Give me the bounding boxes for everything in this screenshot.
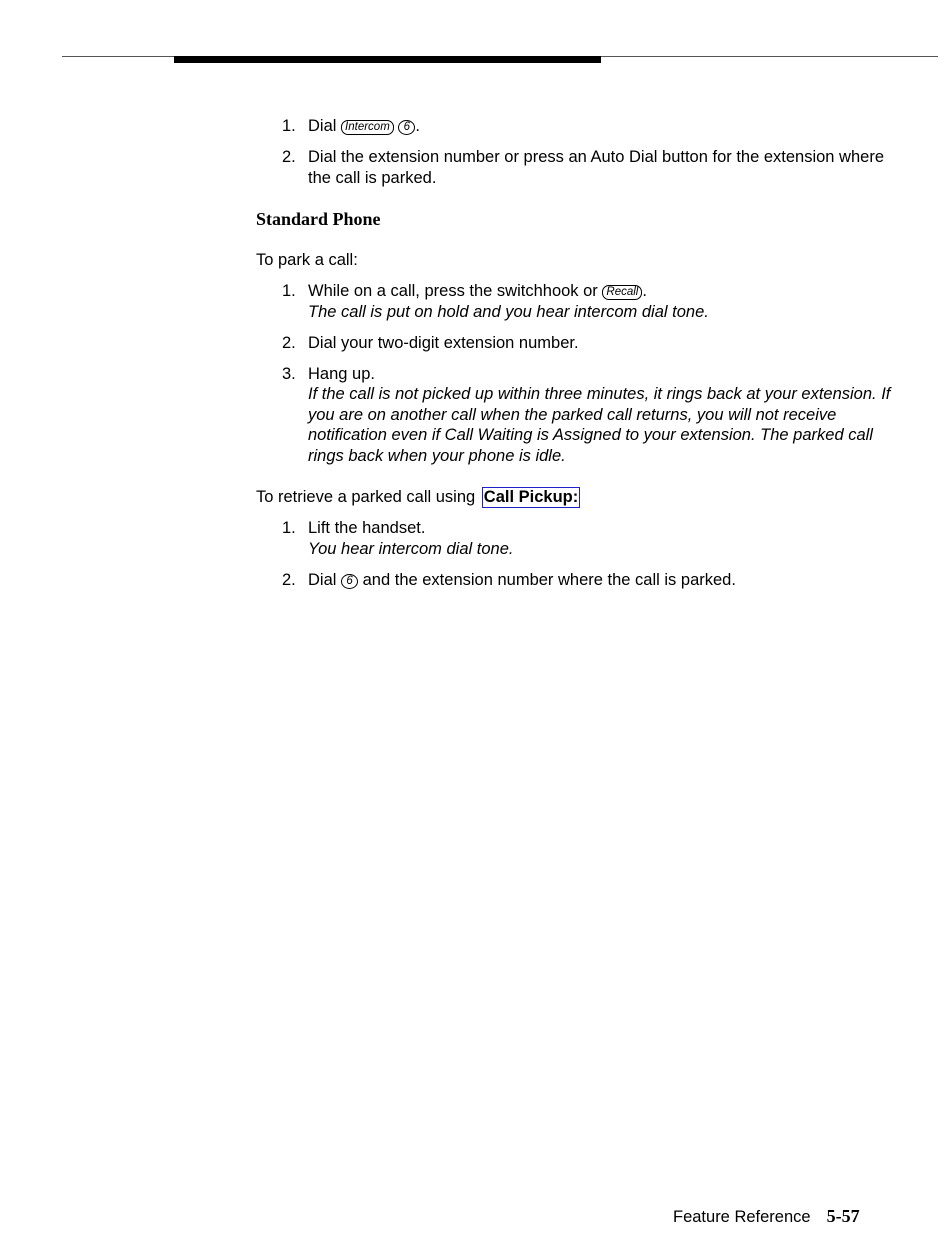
step-punct: . — [415, 117, 420, 135]
retrieve-intro-text: To retrieve a parked call using — [256, 488, 476, 507]
step-number: 1. — [282, 519, 296, 538]
step-number: 3. — [282, 364, 296, 383]
page-number: 5-57 — [826, 1206, 860, 1226]
step-number: 2. — [282, 147, 296, 166]
list-item — [256, 116, 896, 137]
list-item — [256, 147, 896, 188]
step-text: Hang up. — [308, 364, 375, 383]
park-intro: To park a call: — [256, 250, 358, 269]
list-item — [256, 281, 896, 322]
step-number: 1. — [282, 117, 296, 135]
digit-key-icon: 6 — [398, 120, 415, 135]
list-item — [256, 518, 896, 559]
footer-section: Feature Reference — [673, 1208, 811, 1226]
step-text: Dial — [308, 117, 337, 135]
recall-key-icon: Recall — [602, 285, 642, 300]
retrieve-intro — [256, 487, 896, 508]
header-rule-thick — [174, 56, 601, 63]
intercom-key-icon: Intercom — [341, 120, 394, 135]
section-heading: Standard Phone — [256, 208, 381, 229]
list-item — [256, 570, 896, 591]
step-note: If the call is not picked up within three minutes, it rings back at your extension. If you are on another call when the parked call returns, you will not receive notification even if Call Waiting is Assigned to your extension. The parked call rings back when your phone is idle. — [308, 385, 891, 465]
step-text-tail: and the extension number where the call is parked. — [362, 571, 736, 590]
step-punct: . — [642, 281, 647, 300]
call-pickup-link[interactable]: Call Pickup: — [483, 488, 579, 507]
step-number: 2. — [282, 571, 296, 590]
digit-key-icon: 6 — [341, 574, 358, 589]
step-number: 2. — [282, 333, 296, 352]
step-note: The call is put on hold and you hear intercom dial tone. — [308, 302, 709, 321]
step-text: Dial — [308, 571, 337, 590]
step-text: Dial your two-digit extension number. — [308, 333, 579, 352]
list-item — [256, 333, 896, 354]
page-footer — [673, 1206, 860, 1227]
page-content — [256, 116, 896, 591]
step-text: Dial the extension number or press an Auto Dial button for the extension where the call is parked. — [308, 147, 885, 187]
step-note: You hear intercom dial tone. — [308, 540, 514, 559]
step-text: While on a call, press the switchhook or — [308, 281, 598, 300]
step-text: Lift the handset. — [308, 519, 426, 538]
step-number: 1. — [282, 281, 296, 300]
list-item — [256, 364, 896, 467]
